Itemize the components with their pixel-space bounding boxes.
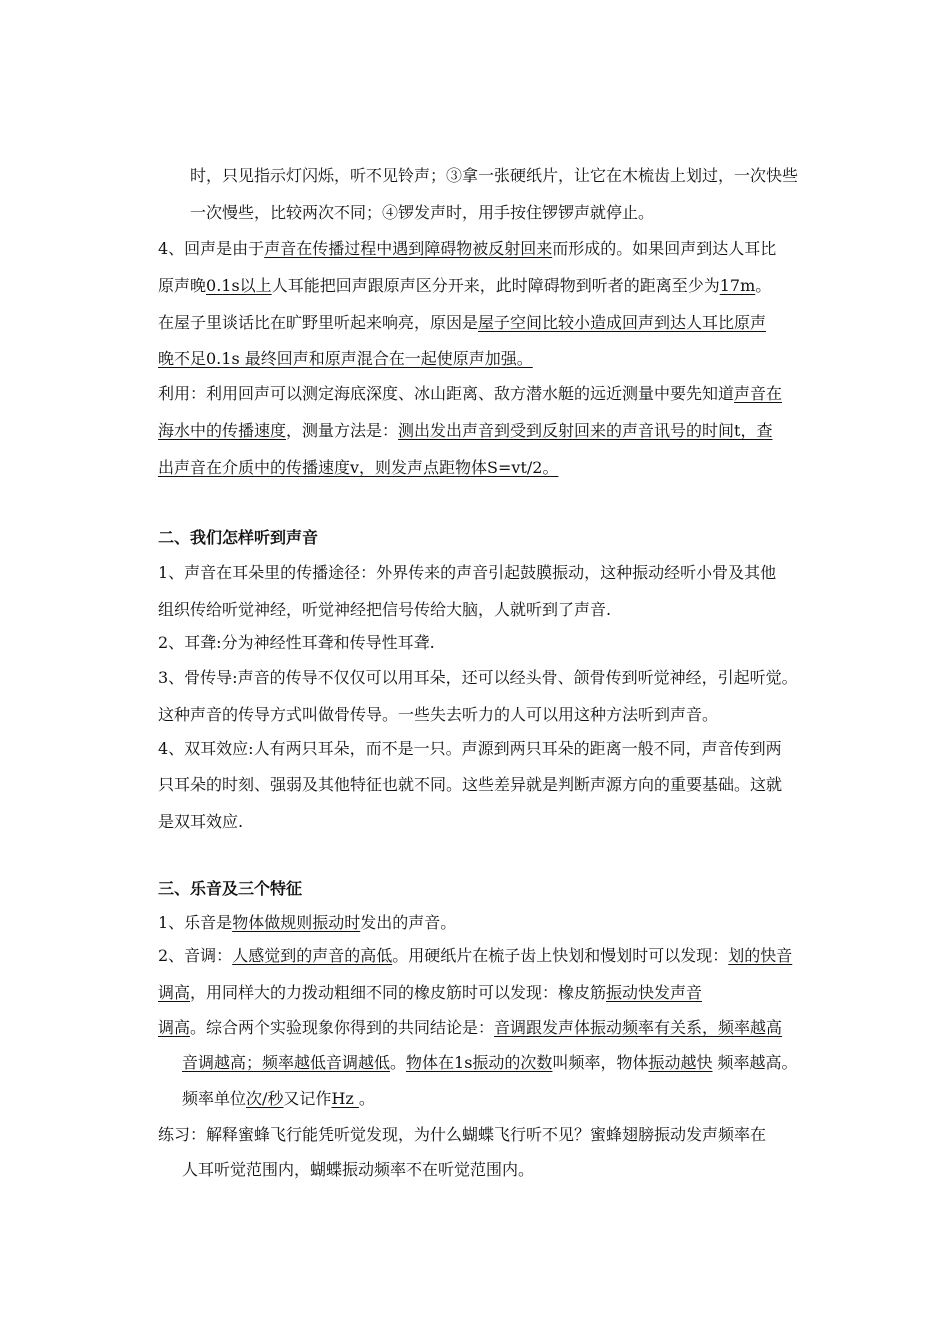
text-line <box>158 983 702 1003</box>
text: 。 <box>358 1089 375 1108</box>
answer-blank: 物体在1s振动的次数 <box>406 1053 553 1072</box>
answer-blank: 音调跟发声体振动频率有关系，频率越高 <box>494 1018 783 1037</box>
text-line <box>158 458 558 478</box>
text-line: 这种声音的传导方式叫做骨传导。一些失去听力的人可以用这种方法听到声音。 <box>158 705 719 724</box>
answer-blank: 物体做规则振动时 <box>232 913 361 932</box>
text: 1、乐音是 <box>158 913 233 932</box>
text-line <box>158 946 792 966</box>
text: 在屋子里谈话比在旷野里听起来响亮，原因是 <box>158 313 479 332</box>
text: 利用：利用回声可以测定海底深度、冰山距离、敌方潜水艇的远近测量中要先知道 <box>158 384 735 403</box>
text-line: 组织传给听觉神经，听觉神经把信号传给大脑，人就听到了声音. <box>158 600 612 619</box>
text: 而形成的。如果回声到达人耳比 <box>552 239 777 258</box>
text: 。综合两个实验现象你得到的共同结论是： <box>190 1018 495 1037</box>
text: 频率单位 <box>182 1089 247 1108</box>
text-line: 人耳听觉范围内，蝴蝶振动频率不在听觉范围内。 <box>182 1160 535 1179</box>
answer-blank: 音调越高；频率越低音调越低 <box>182 1053 391 1072</box>
text: 人耳能把回声跟原声区分开来，此时障碍物到听者的距离至少为 <box>271 276 720 295</box>
text: 。用硬纸片在梳子齿上快划和慢划时可以发现： <box>392 946 729 965</box>
text-line <box>190 166 798 186</box>
answer-blank: 声音在传播过程中遇到障碍物被反射回来 <box>264 239 553 258</box>
text-line: 是双耳效应. <box>158 812 244 831</box>
answer-blank: 振动快发声音 <box>606 983 703 1002</box>
text: ，用同样大的力拨动粗细不同的橡皮筋时可以发现：橡皮筋 <box>190 983 607 1002</box>
text: 叫频率，物体 <box>552 1053 649 1072</box>
text-line <box>158 276 771 296</box>
text: 频率越高。 <box>712 1053 798 1072</box>
answer-blank: Hz <box>331 1089 359 1108</box>
text-line <box>158 384 782 404</box>
answer-blank: 人感觉到的声音的高低 <box>232 946 393 965</box>
section-heading: 三、乐音及三个特征 <box>158 879 303 898</box>
answer-blank: 测出发出声音到受到反射回来的声音讯号的时间t，查 <box>398 421 773 440</box>
answer-blank: 屋子空间比较小造成回声到达人耳比原声 <box>478 313 767 332</box>
text: 时，只见指示灯闪烁，听不见铃声；③拿一张硬纸片，让它在木梳齿上划过，一次快些 <box>190 166 799 185</box>
text: ，测量方法是： <box>286 421 399 440</box>
answer-blank: 17m <box>719 276 756 295</box>
text: 。 <box>390 1053 407 1072</box>
text-line <box>182 1053 798 1073</box>
text-line: 练习：解释蜜蜂飞行能凭听觉发现，为什么蝴蝶飞行听不见？蜜蜂翅膀振动发声频率在 <box>158 1125 767 1144</box>
text-line <box>158 913 456 933</box>
text: 又记作 <box>283 1089 332 1108</box>
text: 一次慢些，比较两次不同；④锣发声时，用手按住锣锣声就停止。 <box>190 203 655 222</box>
text-line <box>158 421 772 441</box>
answer-blank: 晚不足0.1s 最终回声和原声混合在一起使原声加强。 <box>158 349 533 368</box>
text: 2、音调： <box>158 946 233 965</box>
answer-blank: 振动越快 <box>648 1053 713 1072</box>
text-line <box>158 349 533 369</box>
answer-blank: 调高 <box>158 1018 191 1037</box>
text: 。 <box>755 276 772 295</box>
answer-blank: 划的快音 <box>728 946 793 965</box>
answer-blank: 0.1s以上 <box>206 276 272 295</box>
answer-blank: 调高 <box>158 983 191 1002</box>
text-line <box>158 1018 782 1038</box>
text: 原声晚 <box>158 276 207 295</box>
section-heading: 二、我们怎样听到声音 <box>158 528 319 547</box>
text-line: 4、双耳效应:人有两只耳朵，而不是一只。声源到两只耳朵的距离一般不同，声音传到两 <box>158 739 782 758</box>
text-line <box>158 239 776 259</box>
text-line: 1、声音在耳朵里的传播途径：外界传来的声音引起鼓膜振动，这种振动经听小骨及其他 <box>158 563 777 582</box>
answer-blank: 海水中的传播速度 <box>158 421 287 440</box>
answer-blank: 声音在 <box>734 384 783 403</box>
text: 发出的声音。 <box>360 913 457 932</box>
text: 4、回声是由于 <box>158 239 265 258</box>
answer-blank: 出声音在介质中的传播速度v，则发声点距物体S=vt/2。 <box>158 458 559 477</box>
text-line: 只耳朵的时刻、强弱及其他特征也就不同。这些差异就是判断声源方向的重要基础。这就 <box>158 775 783 794</box>
text-line <box>190 203 654 223</box>
text-line: 3、骨传导:声音的传导不仅仅可以用耳朵，还可以经头骨、颌骨传到听觉神经，引起听觉。 <box>158 668 798 687</box>
text-line <box>158 313 766 333</box>
answer-blank: 次/秒 <box>246 1089 284 1108</box>
text-line: 2、耳聋:分为神经性耳聋和传导性耳聋. <box>158 633 435 652</box>
text-line <box>182 1089 375 1109</box>
